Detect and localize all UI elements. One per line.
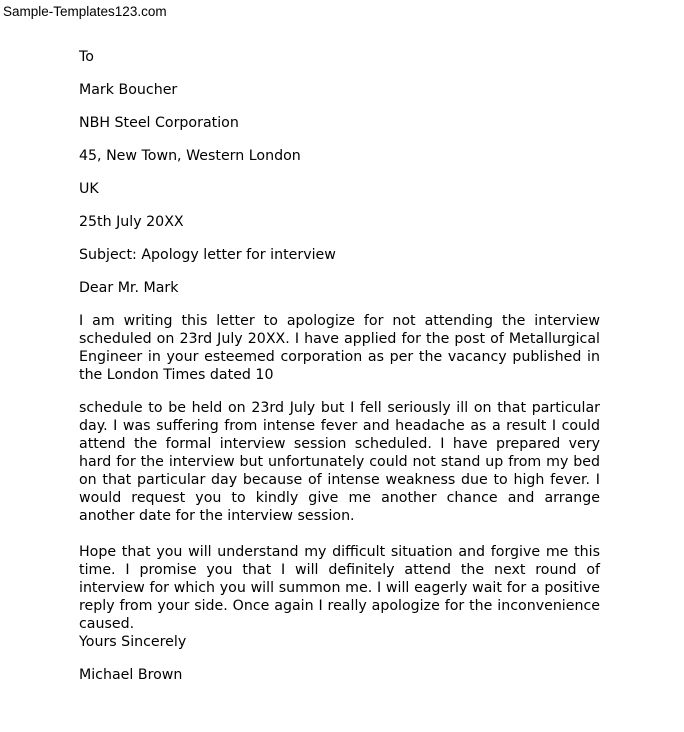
body-paragraph-2: schedule to be held on 23rd July but I fell seriously ill on that particular day. I was suffering from intense fever and headache as a result I could attend the formal interview session scheduled. I have prepared very hard for the interview but unfortunately could not stand up from my bed on that particular day because of intense weakness due to high fever. I would request you to kindly give me another chance and arrange another date for the interview session. (79, 400, 600, 524)
recipient-company: NBH Steel Corporation (79, 115, 239, 131)
salutation: Dear Mr. Mark (79, 280, 179, 296)
recipient-name: Mark Boucher (79, 82, 178, 98)
letter-date: 25th July 20XX (79, 214, 184, 230)
site-watermark: Sample-Templates123.com (3, 4, 167, 19)
signature-name: Michael Brown (79, 667, 183, 683)
closing: Yours Sincerely (79, 634, 187, 650)
body-paragraph-3: Hope that you will understand my difficult situation and forgive me this time. I promise you that I will definitely attend the next round of interview for which you will summon me. I will eagerly wait for a positive reply from your side. Once again I really apologize for the inconvenience caused. (79, 544, 600, 632)
to-line: To (79, 49, 94, 65)
body-paragraph-1: I am writing this letter to apologize for not attending the interview scheduled on 23rd July 20XX. I have applied for the post of Metallurgical Engineer in your esteemed corporation as per the vacancy published in the London Times dated 10 (79, 313, 600, 383)
recipient-country: UK (79, 181, 99, 197)
letter-subject: Subject: Apology letter for interview (79, 247, 336, 263)
recipient-address: 45, New Town, Western London (79, 148, 301, 164)
letter-body (79, 48, 600, 699)
